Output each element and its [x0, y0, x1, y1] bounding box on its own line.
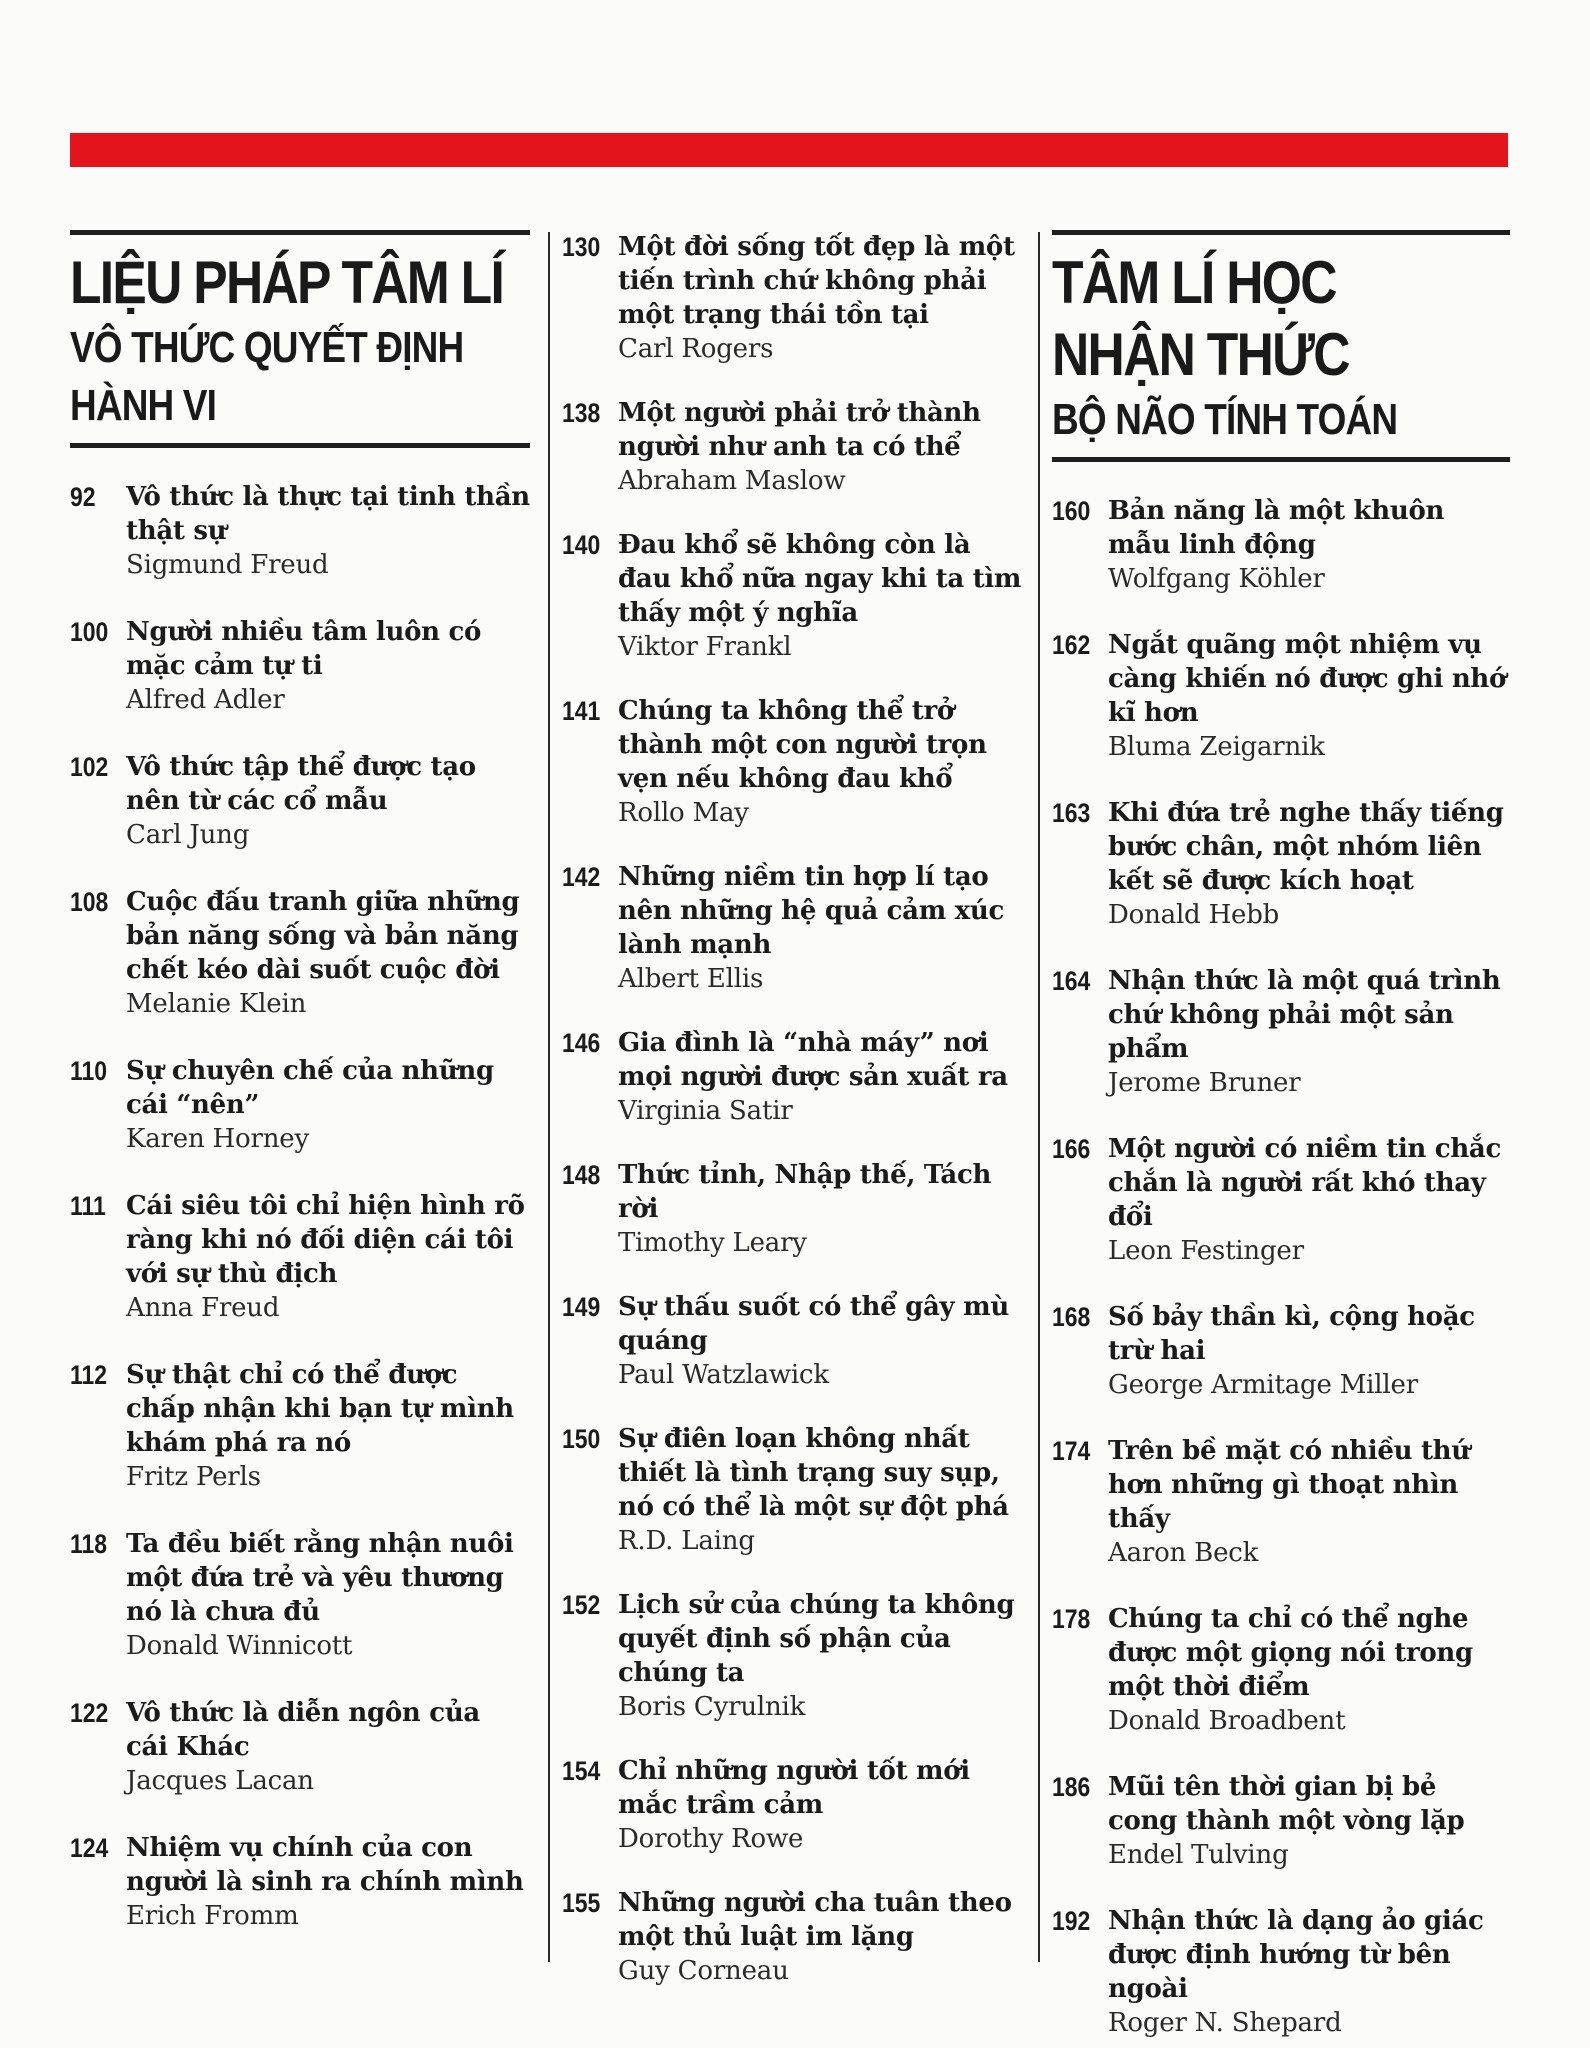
- page-number: 130: [562, 232, 601, 262]
- entry-title: Sự thấu suốt có thể gây mù quáng: [618, 1292, 1009, 1356]
- entry-title: Gia đình là “nhà máy” nơi mọi người được sản xuất ra: [618, 1028, 1008, 1092]
- section-subtitle: BỘ NÃO TÍNH TOÁN: [1052, 395, 1398, 444]
- entry-title: Chỉ những người tốt mới mắc trầm cảm: [618, 1756, 970, 1820]
- toc-entry: [562, 1754, 1022, 1856]
- entry-body: [618, 1422, 1022, 1558]
- page-number: 186: [1052, 1772, 1091, 1802]
- toc-entry: [70, 615, 530, 717]
- page-number: 152: [562, 1590, 601, 1620]
- toc-entry: [70, 885, 530, 1021]
- page-number: 140: [562, 530, 601, 560]
- page-number: 155: [562, 1888, 601, 1918]
- entry-author: Wolfgang Köhler: [1108, 564, 1325, 594]
- toc-entry: [562, 396, 1022, 498]
- entry-title: Khi đứa trẻ nghe thấy tiếng bước chân, một nhóm liên kết sẽ được kích hoạt: [1108, 798, 1504, 896]
- toc-entry: [1052, 494, 1510, 596]
- page-number: 108: [70, 887, 109, 917]
- toc-entry: [70, 1358, 530, 1494]
- entry-body: [126, 750, 530, 852]
- entry-body: [1108, 1602, 1510, 1738]
- entry-title: Bản năng là một khuôn mẫu linh động: [1108, 496, 1445, 560]
- page-number: 174: [1052, 1436, 1091, 1466]
- entry-body: [126, 1189, 530, 1325]
- entry-author: Jacques Lacan: [126, 1766, 314, 1796]
- page-number: 150: [562, 1424, 601, 1454]
- section-title-line: TÂM LÍ HỌC: [1052, 249, 1336, 316]
- heading-rule: [70, 443, 530, 448]
- entry-title: Chúng ta chỉ có thể nghe được một giọng nói trong một thời điểm: [1108, 1604, 1473, 1702]
- entry-author: R.D. Laing: [618, 1526, 755, 1556]
- entry-author: Fritz Perls: [126, 1462, 261, 1492]
- entry-author: Carl Jung: [126, 820, 250, 850]
- entry-body: [618, 1588, 1022, 1724]
- entry-title: Cuộc đấu tranh giữa những bản năng sống và bản năng chết kéo dài suốt cuộc đời: [126, 887, 520, 985]
- page-number: 146: [562, 1028, 601, 1058]
- entry-author: Sigmund Freud: [126, 550, 329, 580]
- page-number: 111: [70, 1191, 106, 1221]
- entry-body: [618, 1158, 1022, 1260]
- entry-body: [126, 1358, 530, 1494]
- page-number: 112: [70, 1360, 108, 1390]
- page-number: 149: [562, 1292, 601, 1322]
- section-heading-cognitive: [1052, 230, 1510, 462]
- entry-body: [1108, 1770, 1510, 1872]
- entry-body: [1108, 628, 1510, 764]
- page-number: 168: [1052, 1302, 1091, 1332]
- entry-body: [618, 528, 1022, 664]
- entry-author: Dorothy Rowe: [618, 1824, 804, 1854]
- page-number: 92: [70, 482, 96, 512]
- section-subtitle-line: HÀNH VI: [70, 381, 217, 430]
- toc-entry: [70, 750, 530, 852]
- entry-title: Một đời sống tốt đẹp là một tiến trình chứ không phải một trạng thái tồn tại: [618, 232, 1015, 330]
- page-number: 138: [562, 398, 601, 428]
- page-number: 162: [1052, 630, 1091, 660]
- entry-author: Rollo May: [618, 798, 749, 828]
- entry-title: Nhiệm vụ chính của con người là sinh ra chính mình: [126, 1833, 524, 1897]
- entry-title: Những niềm tin hợp lí tạo nên những hệ quả cảm xúc lành mạnh: [618, 862, 1004, 960]
- toc-entry: [562, 1158, 1022, 1260]
- toc-entry: [70, 1527, 530, 1663]
- section-heading-psychotherapy: [70, 230, 530, 448]
- entry-author: Abraham Maslow: [618, 466, 846, 496]
- entry-title: Một người phải trở thành người như anh ta có thể: [618, 398, 981, 462]
- entry-title: Cái siêu tôi chỉ hiện hình rõ ràng khi nó đối diện cái tôi với sự thù địch: [126, 1191, 525, 1289]
- toc-entry: [70, 480, 530, 582]
- toc-entry: [1052, 1770, 1510, 1872]
- column-divider: [548, 232, 550, 1962]
- page-number: 102: [70, 752, 109, 782]
- entry-author: Donald Hebb: [1108, 900, 1280, 930]
- page-number: 141: [562, 696, 601, 726]
- entry-body: [618, 694, 1022, 830]
- entry-body: [618, 1290, 1022, 1392]
- toc-entry: [1052, 964, 1510, 1100]
- top-red-bar: [70, 133, 1508, 167]
- entry-author: Karen Horney: [126, 1124, 309, 1154]
- entry-author: Albert Ellis: [618, 964, 764, 994]
- column-divider: [1038, 232, 1040, 1962]
- entry-title: Số bảy thần kì, cộng hoặc trừ hai: [1108, 1302, 1475, 1366]
- toc-entry: [562, 1886, 1022, 1988]
- toc-entry: [562, 1422, 1022, 1558]
- entry-body: [126, 480, 530, 582]
- heading-rule: [1052, 457, 1510, 462]
- entry-body: [1108, 1904, 1510, 2040]
- entry-title: Đau khổ sẽ không còn là đau khổ nữa ngay khi ta tìm thấy một ý nghĩa: [618, 530, 1022, 628]
- toc-entry-list: [70, 480, 530, 1933]
- entry-body: [126, 1054, 530, 1156]
- entry-body: [1108, 494, 1510, 596]
- section-title: LIỆU PHÁP TÂM LÍ: [70, 249, 504, 316]
- entry-body: [618, 1886, 1022, 1988]
- toc-entry: [70, 1054, 530, 1156]
- entry-title: Sự điên loạn không nhất thiết là tình trạng suy sụp, nó có thể là một sự đột phá: [618, 1424, 1009, 1522]
- toc-entry-list: [562, 230, 1022, 1988]
- entry-body: [1108, 1300, 1510, 1402]
- entry-author: Roger N. Shepard: [1108, 2008, 1342, 2038]
- entry-body: [618, 860, 1022, 996]
- toc-entry: [1052, 1300, 1510, 1402]
- toc-entry: [70, 1189, 530, 1325]
- entry-body: [126, 1831, 530, 1933]
- entry-body: [1108, 964, 1510, 1100]
- entry-author: Endel Tulving: [1108, 1840, 1289, 1870]
- page-number: 166: [1052, 1134, 1091, 1164]
- entry-title: Ngắt quãng một nhiệm vụ càng khiến nó được ghi nhớ kĩ hơn: [1108, 630, 1507, 728]
- entry-title: Trên bề mặt có nhiều thứ hơn những gì thoạt nhìn thấy: [1108, 1436, 1470, 1534]
- page-number: 122: [70, 1698, 109, 1728]
- toc-entry: [1052, 796, 1510, 932]
- toc-column-1: [70, 230, 530, 1933]
- page-number: 178: [1052, 1604, 1091, 1634]
- entry-author: Jerome Bruner: [1108, 1068, 1301, 1098]
- entry-author: Paul Watzlawick: [618, 1360, 829, 1390]
- toc-entry: [562, 1588, 1022, 1724]
- toc-entry: [562, 1026, 1022, 1128]
- entry-title: Nhận thức là dạng ảo giác được định hướng từ bên ngoài: [1108, 1906, 1484, 2004]
- page-number: 160: [1052, 496, 1091, 526]
- entry-body: [126, 1696, 530, 1798]
- entry-body: [1108, 1434, 1510, 1570]
- entry-title: Ta đều biết rằng nhận nuôi một đứa trẻ và yêu thương nó là chưa đủ: [126, 1529, 514, 1627]
- page-number: 118: [70, 1529, 108, 1559]
- entry-title: Một người có niềm tin chắc chắn là người rất khó thay đổi: [1108, 1134, 1502, 1232]
- entry-body: [618, 230, 1022, 366]
- toc-entry: [562, 1290, 1022, 1392]
- entry-author: Donald Broadbent: [1108, 1706, 1346, 1736]
- toc-entry: [70, 1831, 530, 1933]
- entry-title: Lịch sử của chúng ta không quyết định số phận của chúng ta: [618, 1590, 1015, 1688]
- entry-body: [126, 1527, 530, 1663]
- entry-body: [618, 1026, 1022, 1128]
- entry-title: Vô thức là diễn ngôn của cái Khác: [126, 1698, 480, 1762]
- toc-entry: [1052, 1132, 1510, 1268]
- entry-author: Donald Winnicott: [126, 1631, 353, 1661]
- page-number: 163: [1052, 798, 1091, 828]
- page-number: 154: [562, 1756, 601, 1786]
- entry-title: Chúng ta không thể trở thành một con người trọn vẹn nếu không đau khổ: [618, 696, 987, 794]
- entry-body: [126, 615, 530, 717]
- entry-author: Bluma Zeigarnik: [1108, 732, 1325, 762]
- entry-title: Vô thức tập thể được tạo nên từ các cổ mẫu: [126, 752, 476, 816]
- entry-author: George Armitage Miller: [1108, 1370, 1418, 1400]
- entry-author: Boris Cyrulnik: [618, 1692, 806, 1722]
- toc-entry: [562, 230, 1022, 366]
- entry-author: Timothy Leary: [618, 1228, 807, 1258]
- entry-author: Melanie Klein: [126, 989, 307, 1019]
- section-title-line: NHẬN THỨC: [1052, 321, 1349, 388]
- page-number: 100: [70, 617, 109, 647]
- toc-column-2: [562, 230, 1022, 1988]
- entry-title: Thức tỉnh, Nhập thế, Tách rời: [618, 1160, 992, 1224]
- page-number: 110: [70, 1056, 108, 1086]
- entry-author: Viktor Frankl: [618, 632, 792, 662]
- entry-body: [1108, 1132, 1510, 1268]
- toc-entry: [70, 1696, 530, 1798]
- toc-column-3: [1052, 230, 1510, 2040]
- section-subtitle-line: VÔ THỨC QUYẾT ĐỊNH: [70, 323, 464, 372]
- entry-title: Sự thật chỉ có thể được chấp nhận khi bạn tự mình khám phá ra nó: [126, 1360, 514, 1458]
- entry-author: Virginia Satir: [618, 1096, 793, 1126]
- toc-entry: [562, 694, 1022, 830]
- entry-author: Carl Rogers: [618, 334, 774, 364]
- entry-title: Nhận thức là một quá trình chứ không phải một sản phẩm: [1108, 966, 1501, 1064]
- page-number: 192: [1052, 1906, 1091, 1936]
- entry-body: [618, 1754, 1022, 1856]
- entry-author: Erich Fromm: [126, 1901, 299, 1931]
- toc-entry: [562, 528, 1022, 664]
- page-number: 124: [70, 1833, 109, 1863]
- entry-title: Người nhiều tâm luôn có mặc cảm tự ti: [126, 617, 482, 681]
- toc-entry: [562, 860, 1022, 996]
- entry-title: Sự chuyên chế của những cái “nên”: [126, 1056, 494, 1120]
- entry-title: Những người cha tuân theo một thủ luật im lặng: [618, 1888, 1012, 1952]
- page-number: 164: [1052, 966, 1091, 996]
- entry-body: [1108, 796, 1510, 932]
- toc-entry: [1052, 1602, 1510, 1738]
- entry-body: [126, 885, 530, 1021]
- toc-entry: [1052, 628, 1510, 764]
- entry-title: Mũi tên thời gian bị bẻ cong thành một vòng lặp: [1108, 1772, 1465, 1836]
- entry-body: [618, 396, 1022, 498]
- entry-title: Vô thức là thực tại tinh thần thật sự: [126, 482, 530, 546]
- page-number: 142: [562, 862, 601, 892]
- entry-author: Guy Corneau: [618, 1956, 789, 1986]
- entry-author: Alfred Adler: [126, 685, 285, 715]
- toc-entry: [1052, 1904, 1510, 2040]
- entry-author: Leon Festinger: [1108, 1236, 1304, 1266]
- entry-author: Anna Freud: [126, 1293, 280, 1323]
- toc-entry-list: [1052, 494, 1510, 2040]
- toc-entry: [1052, 1434, 1510, 1570]
- entry-author: Aaron Beck: [1108, 1538, 1259, 1568]
- page-number: 148: [562, 1160, 601, 1190]
